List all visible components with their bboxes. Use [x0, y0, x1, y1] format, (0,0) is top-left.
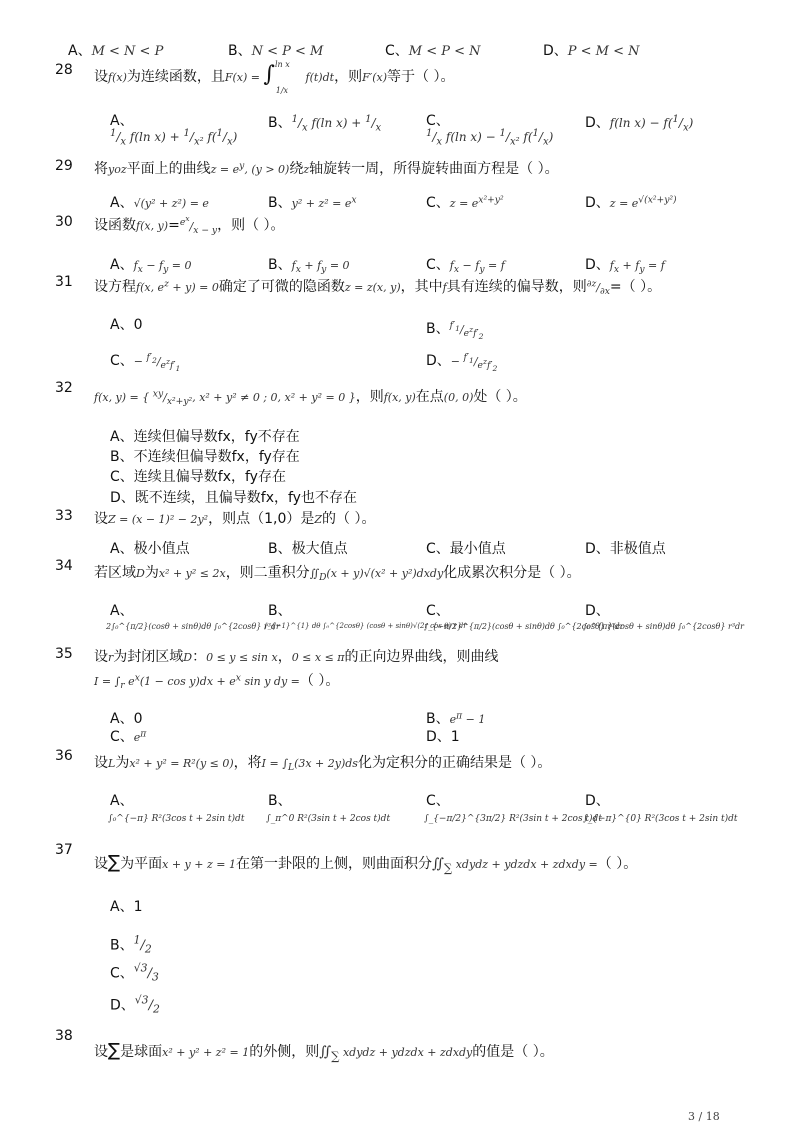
option-c[interactable]: C、$^{√3}/_3$	[110, 962, 159, 984]
question-number: 32	[55, 380, 73, 396]
option-b[interactable]: B、$^{f'_1}/_{e^zf'_2}$	[426, 320, 484, 342]
option-a-label[interactable]: A、	[110, 793, 134, 809]
option-a[interactable]: A、极小值点	[110, 541, 190, 557]
option-d[interactable]: D、1	[426, 729, 460, 745]
prev-option-c: C、M < P < N	[385, 43, 481, 59]
question-text: 设方程f(x, $e^z + y) = 0$确定了可微的隐函数z = z(x, y)，其中f具有连续的偏导数，则$^{\partial z}/_{\partial x}=$（ ）。	[94, 278, 662, 298]
option-a-formula: $^1/_x$ f(ln $x) + ^1/_{x^2}$ $f(^1/_x)$	[110, 128, 238, 148]
option-d-label[interactable]: D、	[585, 793, 610, 809]
option-b[interactable]: B、$^1/_x$ f(ln $x) + ^1/_x$	[268, 114, 382, 134]
option-a-label[interactable]: A、	[110, 603, 134, 619]
option-c[interactable]: C、连续且偏导数fx，fy存在	[110, 469, 286, 485]
question-number: 33	[55, 508, 73, 524]
option-b[interactable]: B、$y^2 + z^2 = e^x$	[268, 194, 357, 211]
question-text: 设∑是球面x² + y² + z² = 1的外侧，则$∬_\sum$ xdydz + ydzdx + zdxdy的值是（ ）。	[94, 1040, 554, 1063]
prev-option-a: A、M < N < P	[68, 43, 164, 59]
option-b[interactable]: B、$e^\pi - 1$	[426, 710, 486, 727]
option-b-formula: ∫_π^0 R²(3sin t + 2cos t)dt	[266, 814, 391, 824]
question-number: 31	[55, 274, 73, 290]
option-c[interactable]: C、最小值点	[426, 541, 506, 557]
option-a[interactable]: A、$f_x - f_y = 0$	[110, 257, 192, 276]
option-c[interactable]: C、$z = e^{x^2+y^2}$	[426, 194, 504, 211]
option-b-label[interactable]: B、	[268, 793, 292, 809]
question-text: 设Z = (x − 1)² − 2y²，则点（1,0）是Z的（ ）。	[94, 511, 376, 527]
option-c-formula: $^1/_x$ f(ln $x) - ^1/_{x^2}$ $f(^1/_x)$	[426, 128, 554, 148]
option-a-formula: 2∫₀^{π/2}(cosθ + sinθ)dθ ∫₀^{2cosθ} r³dr	[106, 622, 280, 631]
option-a-formula: ∫₀^{−π} R²(3cos t + 2sin t)dt	[108, 814, 245, 824]
question-number: 34	[55, 558, 73, 574]
option-c-formula: ∫_{−π/2}^{π/2}(cosθ + sinθ)dθ ∫₀^{2cosθ} r³dr	[424, 622, 624, 631]
option-b[interactable]: B、$f_x + f_y = 0$	[268, 257, 350, 276]
prev-option-b: B、N < P < M	[228, 43, 324, 59]
option-a[interactable]: A、	[110, 113, 134, 129]
option-d[interactable]: D、$f_x + f_y = f$	[585, 257, 665, 276]
option-d[interactable]: D、$^{√3}/_2$	[110, 994, 160, 1016]
option-b-formula: ∫_{−1}^{1} dθ ∫₀^{2cosθ} (cosθ + sinθ)√(2r cos θ) r dr	[264, 622, 467, 630]
option-b[interactable]: B、不连续但偏导数fx，fy存在	[110, 449, 300, 465]
question-number: 30	[55, 214, 73, 230]
option-a[interactable]: A、1	[110, 899, 143, 915]
question-text: 将yoz平面上的曲线$z = e^y$, (y > 0)绕z轴旋转一周，所得旋转曲面方程是（ ）。	[94, 160, 559, 177]
option-d[interactable]: D、既不连续，且偏导数fx，fy也不存在	[110, 490, 357, 506]
option-d[interactable]: D、f(ln $x) - f(^1/_x)$	[585, 114, 694, 134]
question-text: 设f(x)为连续函数，且F(x) = ∫$^{ln x}_{1/x}$ f(t)dt，则F′(x)等于（ ）。	[94, 60, 455, 95]
option-c-label[interactable]: C、	[426, 793, 450, 809]
question-number: 28	[55, 62, 73, 78]
option-d-formula: ∫_{−π}^{0} R²(3cos t + 2sin t)dt	[583, 814, 738, 824]
option-b-label[interactable]: B、	[268, 603, 292, 619]
option-b[interactable]: B、$^1/_2$	[110, 934, 152, 956]
option-a[interactable]: A、0	[110, 711, 143, 727]
question-text: 设L为x² + y² = R²(y ≤ 0)，将$I = \int_L(3x + 2y)ds$化为定积分的正确结果是（ ）。	[94, 755, 552, 774]
option-c[interactable]: C、$e^\pi$	[110, 728, 147, 745]
option-c-formula: ∫_{−π/2}^{3π/2} R²(3sin t + 2cos t)dt	[424, 814, 602, 824]
option-c-label[interactable]: C、	[426, 603, 450, 619]
option-d[interactable]: D、$z = e^{√(x^2+y^2)}$	[585, 194, 677, 211]
question-number: 29	[55, 158, 73, 174]
question-number: 36	[55, 748, 73, 764]
question-number: 37	[55, 842, 73, 858]
option-b[interactable]: B、极大值点	[268, 541, 348, 557]
question-text: 设函数f(x, $y)=^{e^x}/_{x - y}$，则（ ）。	[94, 214, 285, 236]
option-d-label[interactable]: D、	[585, 603, 610, 619]
question-text: 若区域D为x² + y² ≤ 2x，则二重积分$∬_D(x + y)√(x^2$ + y²)dxdy化成累次积分是（ ）。	[94, 565, 581, 584]
prev-option-d: D、P < M < N	[543, 43, 640, 59]
option-d[interactable]: D、− $^{f'_1}/_{e^zf'_2}$	[426, 352, 498, 374]
option-c[interactable]: C、	[426, 113, 450, 129]
option-d[interactable]: D、非极值点	[585, 541, 666, 557]
option-d-formula: ∫₀^{π}(cosθ + sinθ)dθ ∫₀^{2cosθ} r³dr	[583, 622, 744, 631]
option-c[interactable]: C、$f_x - f_y = f$	[426, 257, 505, 276]
question-text: 设r为封闭区域D：0 ≤ y ≤ sin x，0 ≤ x ≤ π的正向边界曲线，则曲线	[94, 649, 499, 665]
question-number: 38	[55, 1028, 73, 1044]
option-a[interactable]: A、0	[110, 317, 143, 333]
page-number: 3 / 18	[688, 1110, 720, 1123]
question-number: 35	[55, 646, 73, 662]
question-text: f(x, y) = { $^{xy}/_{x^2+y^2}$, x² + y² ≠ 0 ; 0, x² + y² = 0 }，则f(x, y)在点(0, 0)处（ ）。	[94, 388, 527, 408]
option-a[interactable]: A、√(y² + z²) = e	[110, 195, 209, 211]
question-text-line2: $I = \int_r$ $e^x(1 - \cos y)dx + e^x$ sin y dy =（ ）。	[94, 672, 340, 692]
question-text: 设∑为平面x + y + z = 1在第一卦限的上侧，则曲面积分$∬_\sum$ xdydz + ydzdx + zdxdy =（ ）。	[94, 852, 638, 875]
option-a[interactable]: A、连续但偏导数fx，fy不存在	[110, 429, 300, 445]
option-c[interactable]: C、− $^{f'_2}/_{e^zf'_1}$	[110, 352, 181, 374]
